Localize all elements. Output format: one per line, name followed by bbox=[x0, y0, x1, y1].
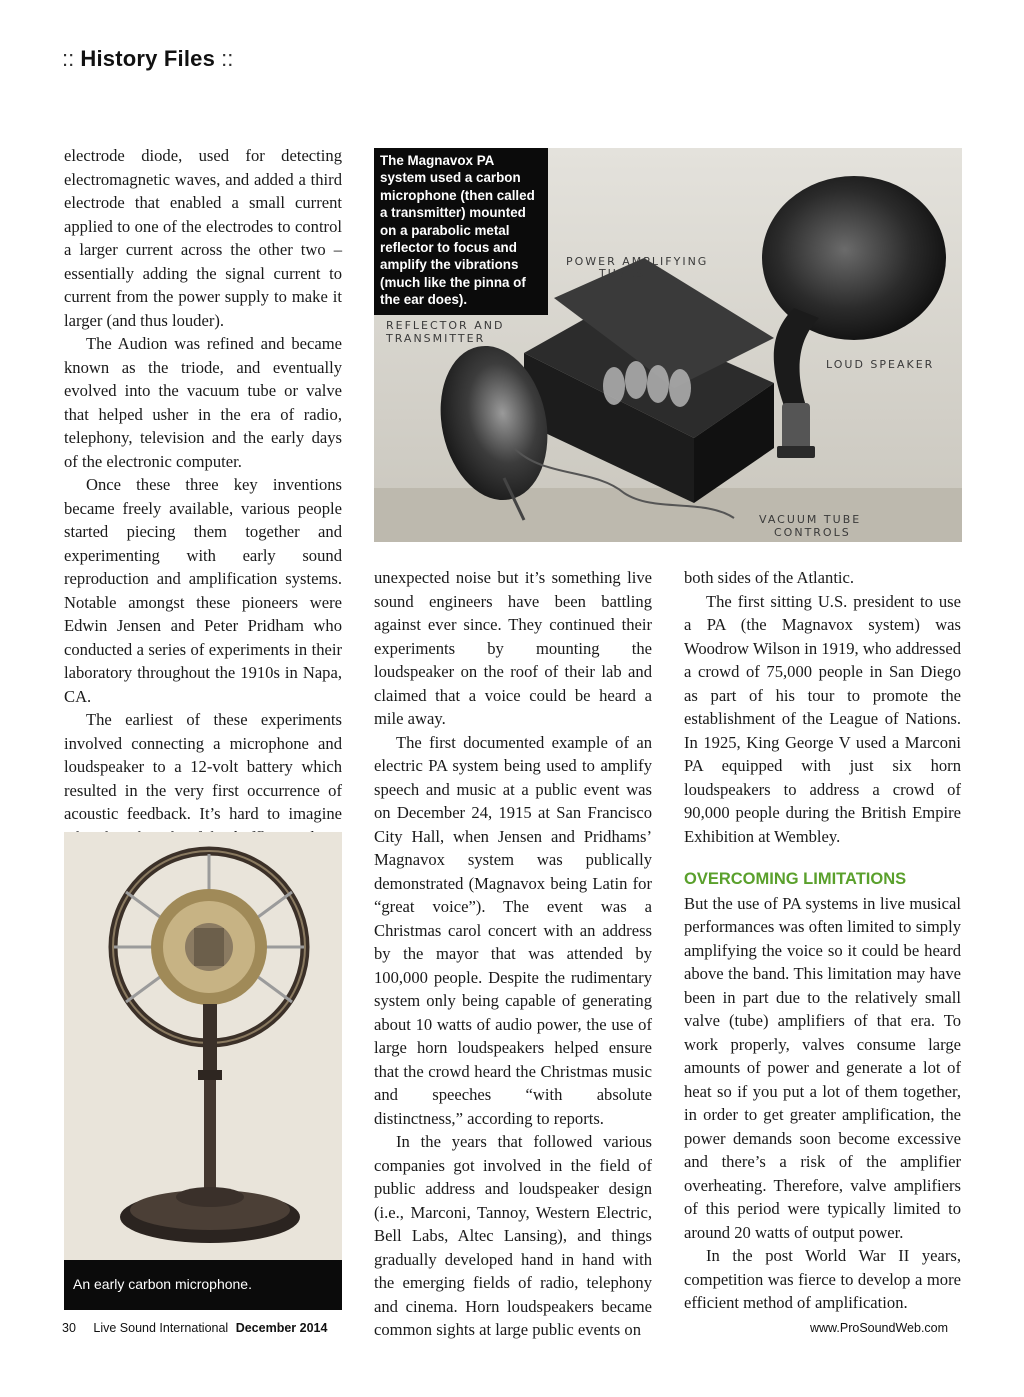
footer-left bbox=[62, 1321, 327, 1335]
paragraph: The Audion was refined and became known as the triode, and eventually evolved into the vacuum tube or valve that helped usher in the era of radio, telephony, television and the early days of the electronic computer. bbox=[64, 334, 342, 471]
paragraph: But the use of PA systems in live musical performances was often limited to simply amplifying the voice so it could be heard above the band. This limitation may have been in part due to the relatively small valve (tube) amplifiers of that era. To work properly, valves consume large amounts of power and generate a lot of heat so if you put a lot of them together, in order to get greater amplification, the power demands soon become excessive and there’s a risk of the amplifier overheating. Therefore, valve amplifiers of this period were typically limited to around 20 watts of output power. bbox=[684, 893, 961, 1242]
paragraph: Once these three key inventions became freely available, various people started piecing them together and experimenting with early sound reproduction and amplification systems. Notable amongst these pioneers were Edwin Jensen and Peter Pridham who conducted a series of experiments in their laboratory throughout the 1910s in Napa, CA. bbox=[64, 475, 342, 706]
header-colons-right: :: bbox=[221, 46, 234, 71]
section-header bbox=[62, 46, 233, 72]
header-colons-left: :: bbox=[62, 46, 75, 71]
pa-photo-caption: The Magnavox PA system used a carbon microphone (then called a transmitter) mounted on a parabolic metal reflector to focus and amplify the vibrations (much like the pinna of the ear does). bbox=[374, 148, 548, 315]
section-title: History Files bbox=[80, 46, 216, 71]
page-number: 30 bbox=[62, 1321, 76, 1335]
article-column-1 bbox=[64, 144, 342, 849]
subheading: OVERCOMING LIMITATIONS bbox=[684, 870, 907, 888]
label-controls-1: VACUUM TUBE bbox=[759, 513, 862, 526]
label-power-1: POWER AMPLIFYING bbox=[566, 255, 709, 268]
paragraph: The first sitting U.S. president to use a PA (the Magnavox system) was Woodrow Wilson in 1919, who addressed a crowd of 75,000 people in San Diego as part of his tour to promote the establishment of the League of Nations. In 1925, King George V used a Marconi PA equipped with just six horn loudspeakers to address a crowd of 90,000 people during the British Empire Exhibition at Wembley. bbox=[684, 591, 961, 846]
carbon-microphone-illustration bbox=[64, 832, 342, 1310]
label-reflector-1: REFLECTOR AND bbox=[386, 319, 505, 332]
paragraph: electrode diode, used for detecting electromagnetic waves, and added a third electrode that enabled a small current applied to one of the electrodes to control a larger current across the other two – essentially adding the signal current to current from the power supply to make it larger (and thus louder). bbox=[64, 146, 342, 330]
paragraph: The earliest of these experiments involved connecting a microphone and loudspeaker to a 12-volt battery which resulted in the very first occurrence of acoustic feedback. It’s hard to imagine bbox=[64, 710, 342, 823]
issue-date: December 2014 bbox=[235, 1321, 328, 1335]
paragraph: In the years that followed various companies got involved in the field of public address and loudspeaker design (i.e., Marconi, Tannoy, Western Electric, Bell Labs, Altec Lansing), and things gradually developed hand in hand with the emerging fields of radio, telephony and cinema. Horn loudspeakers became common sights at large public events on bbox=[374, 1132, 652, 1339]
label-controls-2: CONTROLS bbox=[774, 526, 851, 539]
article-column-3 bbox=[684, 566, 961, 1315]
paragraph: unexpected noise but it’s something live sound engineers have been battling against ever since. They continued their experiments by mounting the loudspeaker on the roof of their lab and claimed that a voice could be heard a mile away. bbox=[374, 568, 652, 728]
carbon-microphone-photo bbox=[64, 832, 342, 1310]
label-power-2: TUBES bbox=[599, 267, 646, 280]
magazine-name: Live Sound International bbox=[93, 1321, 229, 1335]
microphone-photo-caption: An early carbon microphone. bbox=[64, 1260, 342, 1310]
website-link[interactable]: www.ProSoundWeb.com bbox=[810, 1321, 949, 1335]
paragraph: In the post World War II years, competition was fierce to develop a more efficient method of amplification. bbox=[684, 1246, 961, 1312]
label-speaker: LOUD SPEAKER bbox=[826, 358, 935, 371]
paragraph: The first documented example of an electric PA system being used to amplify speech and music at a public event was on December 24, 1915 at San Francisco City Hall, when Jensen and Pridhams’ Magnavox system was publically demonstrated (Magnavox being Latin for “great voice”). The event was a Christmas carol concert with an address by the mayor that was attended by 100,000 people. Despite the rudimentary system only being capable of generating about 10 watts of audio power, the use of large horn loudspeakers helped ensure that the crowd heard the Christmas music and speeches “with absolute distinctness,” according to reports. bbox=[374, 732, 652, 1128]
label-reflector-2: TRANSMITTER bbox=[386, 332, 486, 345]
paragraph: both sides of the Atlantic. bbox=[684, 568, 855, 587]
article-column-2 bbox=[374, 566, 652, 1342]
